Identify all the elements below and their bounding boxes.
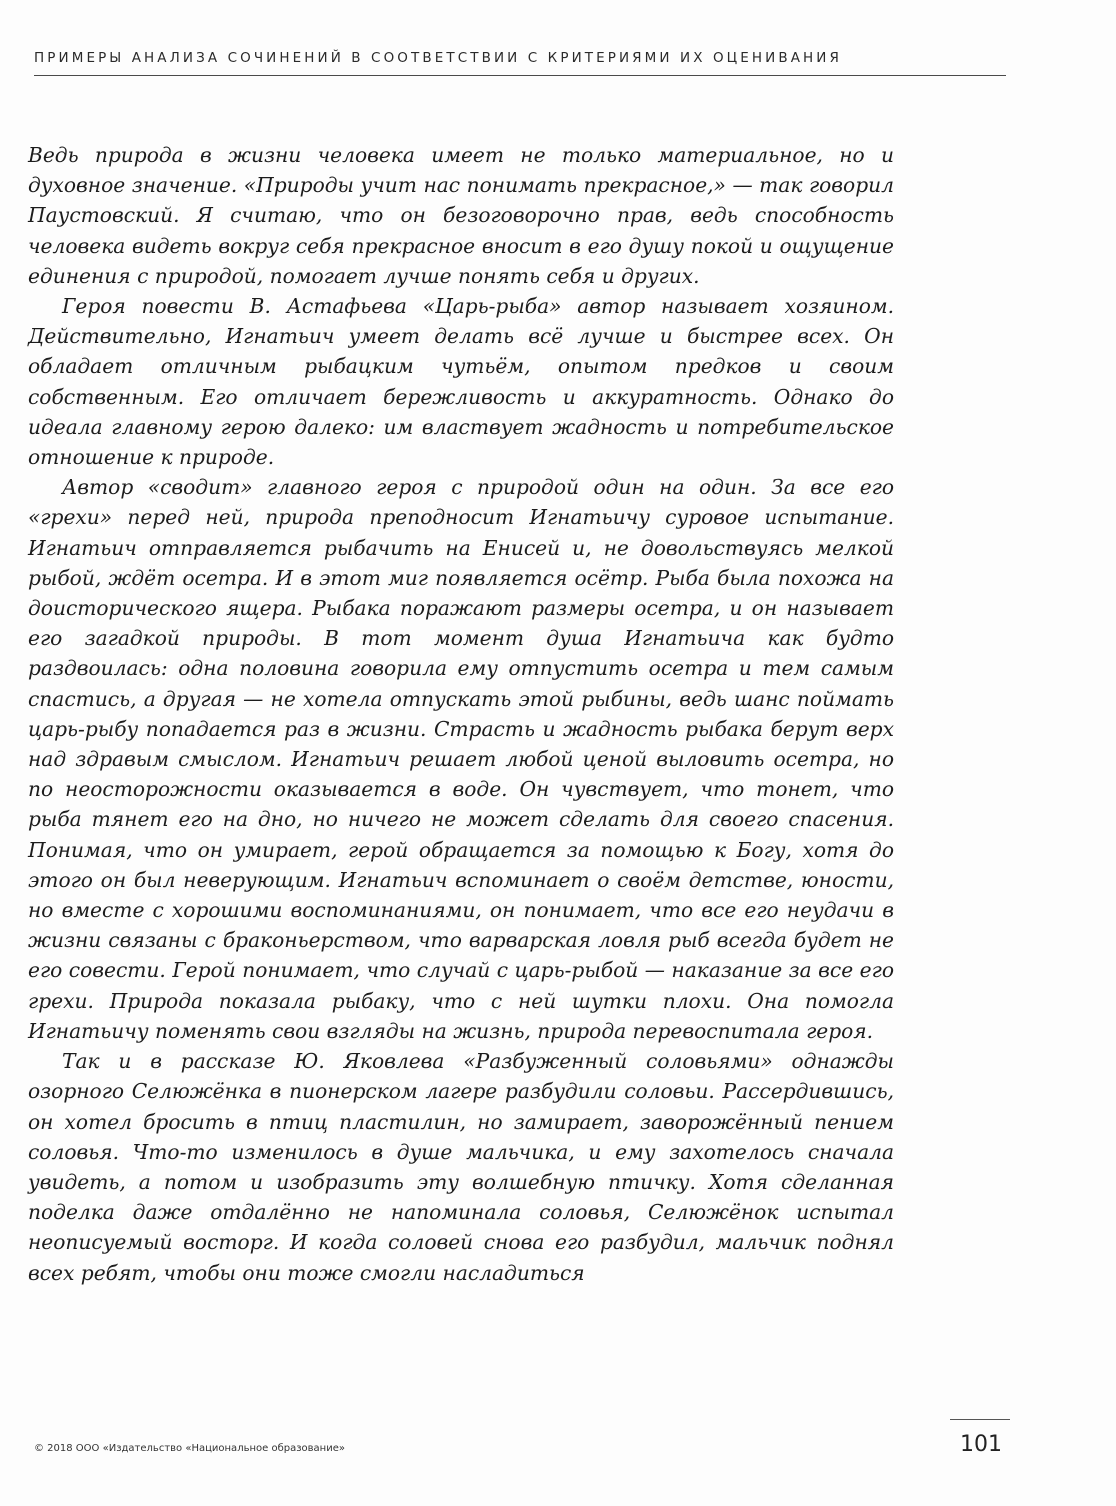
header-divider: [34, 75, 1006, 76]
footer-divider: [950, 1419, 1010, 1420]
paragraph-yakovlev-nightingales: Так и в рассказе Ю. Яковлева «Разбуженный соловьями» однажды озорного Селюжёнка в пионерском лагере разбудили соловьи. Рассердившись, он хотел бросить в птиц пластилин, но замирает, заворожённый пением соловья. Что-то изменилось в душе мальчика, и ему захотелось сначала увидеть, а потом и изобразить эту волшебную птичку. Хотя сделанная поделка даже отдалённо не напоминала соловья, Селюжёнок испытал неописуемый восторг. И когда соловей снова его разбудил, мальчик поднял всех ребят, чтобы они тоже смогли насладиться: [28, 1049, 894, 1285]
essay-body: [28, 140, 894, 1288]
page-number: 101: [960, 1432, 1002, 1457]
copyright-notice: © 2018 ООО «Издательство «Национальное образование»: [34, 1443, 345, 1454]
running-header: ПРИМЕРЫ АНАЛИЗА СОЧИНЕНИЙ В СООТВЕТСТВИИ С КРИТЕРИЯМИ ИХ ОЦЕНИВАНИЯ: [34, 50, 842, 66]
paragraph-tsar-fish-trial: Автор «сводит» главного героя с природой один на один. За все его «грехи» перед ней, природа преподносит Игнатьичу суровое испытание. Игнатьич отправляется рыбачить на Енисей и, не довольствуясь мелкой рыбой, ждёт осетра. И в этот миг появляется осётр. Рыба была похожа на доисторического ящера. Рыбака поражают размеры осетра, и он называет его загадкой природы. В тот момент душа Игнатьича как будто раздвоилась: одна половина говорила ему отпустить осетра и тем самым спастись, а другая — не хотела отпускать этой рыбины, ведь шанс поймать царь-рыбу попадается раз в жизни. Страсть и жадность рыбака берут верх над здравым смыслом. Игнатьич решает любой ценой выловить осетра, но по неосторожности оказывается в воде. Он чувствует, что тонет, что рыба тянет его на дно, но ничего не может сделать для своего спасения. Понимая, что он умирает, герой обращается за помощью к Богу, хотя до этого он был неверующим. Игнатьич вспоминает о своём детстве, юности, но вместе с хорошими воспоминаниями, он понимает, что все его неудачи в жизни связаны с браконьерством, что варварская ловля рыб всегда будет не его совести. Герой понимает, что случай с царь-рыбой — наказание за все его грехи. Природа показала рыбаку, что с ней шутки плохи. Она помогла Игнатьичу поменять свои взгляды на жизнь, природа перевоспитала героя.: [28, 475, 894, 1043]
paragraph-nature-meaning: Ведь природа в жизни человека имеет не только материальное, но и духовное значение. «Природы учит нас понимать прекрасное,» — так говорил Паустовский. Я считаю, что он безоговорочно прав, ведь способность человека видеть вокруг себя прекрасное вносит в его душу покой и ощущение единения с природой, помогает лучше понять себя и других.: [28, 143, 894, 288]
paragraph-astafiev-hero: Героя повести В. Астафьева «Царь-рыба» автор называет хозяином. Действительно, Игнатьич умеет делать всё лучше и быстрее всех. Он обладает отличным рыбацким чутьём, опытом предков и своим собственным. Его отличает бережливость и аккуратность. Однако до идеала главному герою далеко: им властвует жадность и потребительское отношение к природе.: [28, 294, 894, 470]
